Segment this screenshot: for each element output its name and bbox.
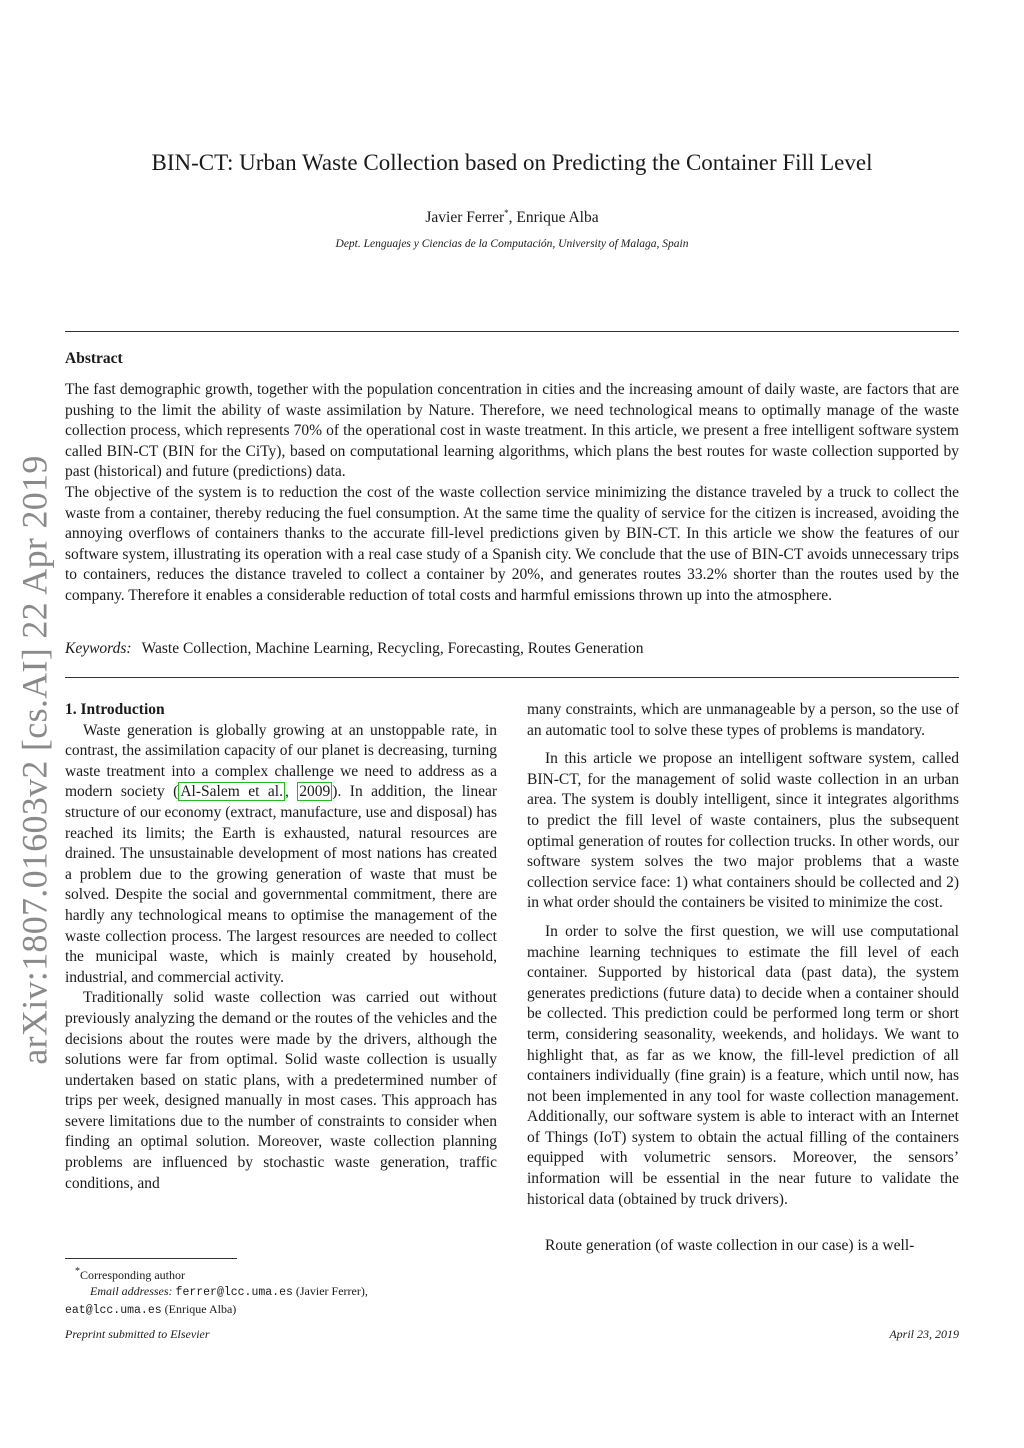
right-paragraph-2: In order to solve the first question, we will use computational machine learning techniques to estimate the fill level of each container. Supported by historical data (past data), the system generates predictions (future data) to decide when a container should be collected. This prediction could be performed long term or short term, considering seasonality, weekends, and holidays. We want to highlight that, as far as we know, the fill-level prediction of all containers individually (fine grain) is a feature, which until now, has not been implemented in any tool for waste collection management. Additionally, our software system is able to interact with an Internet of Things (IoT) system to obtain the actual filling of the containers equipped with volumetric sensors. Moreover, the sensors’ information will be essential in the near future to validate the historical data (obtained by truck drivers).: [527, 922, 959, 1208]
corresponding-mark: *: [504, 208, 509, 218]
email-alba-link[interactable]: eat@lcc.uma.es: [65, 1304, 162, 1317]
author-1: Javier Ferrer: [425, 209, 505, 227]
email-ferrer-name: (Javier Ferrer),: [292, 1284, 368, 1298]
footnote-mark: *: [75, 1266, 80, 1277]
intro-paragraph-1-start: Waste generation is globally growing at an unstoppable rate, in contrast, the assimilation capacity of our planet is decreasing, turning waste treatment into a complex challenge we need to address as a modern society (: [65, 721, 497, 801]
right-paragraph-0: many constraints, which are unmanageable by a person, so the use of an automatic tool to solve these types of problems is mandatory.: [527, 701, 959, 739]
footer-preprint: Preprint submitted to Elsevier: [65, 1327, 210, 1341]
keywords-label: Keywords:: [65, 640, 132, 657]
footer-date: April 23, 2019: [889, 1327, 959, 1341]
top-rule: [65, 331, 959, 332]
intro-paragraph-1: [65, 721, 497, 989]
footnote-corresponding-text: Corresponding author: [80, 1268, 185, 1282]
footnote-rule: [65, 1258, 237, 1259]
citation-author-link[interactable]: Al-Salem et al.: [180, 783, 283, 801]
paper-title: BIN-CT: Urban Waste Collection based on Predicting the Container Fill Level: [151, 150, 873, 175]
authors: [65, 208, 959, 227]
citation-separator: ,: [284, 783, 298, 801]
intro-paragraph-1-end: ). In addition, the linear structure of our economy (extract, manufacture, use and disposal) has reached its limits; the Earth is exhausted, natural resources are drained. The unsustainable development of most nations has created a problem due to the growing generation of waste that must be solved. Despite the social and governmental commitment, there are hardly any technological means to optimise the management of the waste collection process. The largest resources are needed to collect the municipal waste, which is mainly created by household, industrial, and commercial activity.: [65, 783, 498, 986]
keywords-rule: [65, 677, 959, 678]
intro-paragraph-2: Traditionally solid waste collection was carried out without previously analyzing the demand or the routes of the vehicles and the decisions about the routes were made by the drivers, although the solutions were far from optimal. Solid waste collection is usually undertaken based on static plans, with a predetermined number of trips per week, designed manually in most cases. This approach has severe limitations due to the number of constraints to consider when finding an optimal solution. Moreover, waste collection planning problems are influenced by stochastic waste generation, traffic conditions, and: [65, 989, 497, 1192]
abstract-paragraph-2: The objective of the system is to reduction the cost of the waste collection service minimizing the distance traveled by a truck to collect the waste from a container, thereby reducing the fuel consumption. At the same time the quality of service for the citizen is increased, avoiding the annoying overflows of containers thanks to the accurate fill-level predictions given by BIN-CT. In this article we show the features of our software system, illustrating its operation with a real case study of a Spanish city. We conclude that the use of BIN-CT avoids unnecessary trips to containers, reduces the distance traveled to collect a container by 20%, and generates routes 33.2% shorter than the routes used by the company. Therefore it enables a considerable reduction of total costs and harmful emissions thrown up into the atmosphere.: [65, 483, 959, 604]
citation-year-link[interactable]: 2009: [299, 783, 331, 801]
abstract-paragraph-1: The fast demographic growth, together with the population concentration in cities and the increasing amount of daily waste, are factors that are pushing to the limit the ability of waste assimilation by Nature. Therefore, we need technological means to optimally manage of the waste collection process, which represents 70% of the operational cost in waste treatment. In this article, we present a free intelligent software system called BIN-CT (BIN for the CiTy), based on computational learning algorithms, which plans the best routes for waste collection supported by past (historical) and future (predictions) data.: [65, 381, 959, 481]
email-label: Email addresses:: [90, 1284, 173, 1298]
footnote-corresponding: [65, 1264, 497, 1283]
section-heading-introduction: 1. Introduction: [65, 701, 165, 718]
keywords: [65, 640, 959, 658]
abstract-heading: Abstract: [65, 350, 123, 367]
author-2: , Enrique Alba: [508, 209, 599, 227]
email-ferrer-link[interactable]: ferrer@lcc.uma.es: [175, 1286, 293, 1299]
affiliation: Dept. Lenguajes y Ciencias de la Computación, University of Malaga, Spain: [335, 238, 689, 250]
abstract-body: [65, 380, 959, 607]
footnote-emails: [65, 1283, 497, 1301]
footnote-emails-cont: [65, 1301, 497, 1319]
arxiv-stamp: [8, 455, 62, 1065]
arxiv-id: arXiv:1807.01603v2 [cs.AI] 22 Apr 2019: [15, 455, 56, 1065]
right-paragraph-1: In this article we propose an intelligent software system, called BIN-CT, for the management of solid waste collection in an urban area. The system is doubly intelligent, since it integrates algorithms to predict the fill level of waste containers, plus the subsequent optimal generation of routes for collection trucks. In other words, our software system solves the two major problems that a waste collection service face: 1) what containers should be collected and 2) in what order should the containers be visited to minimize the cost.: [527, 750, 959, 912]
keywords-text: Waste Collection, Machine Learning, Recycling, Forecasting, Routes Generation: [141, 640, 644, 657]
right-column: [527, 700, 959, 1257]
footnote: [65, 1264, 497, 1319]
email-alba-name: (Enrique Alba): [161, 1302, 237, 1316]
right-paragraph-3: Route generation (of waste collection in our case) is a well-: [545, 1237, 915, 1255]
left-column: [65, 700, 497, 1194]
